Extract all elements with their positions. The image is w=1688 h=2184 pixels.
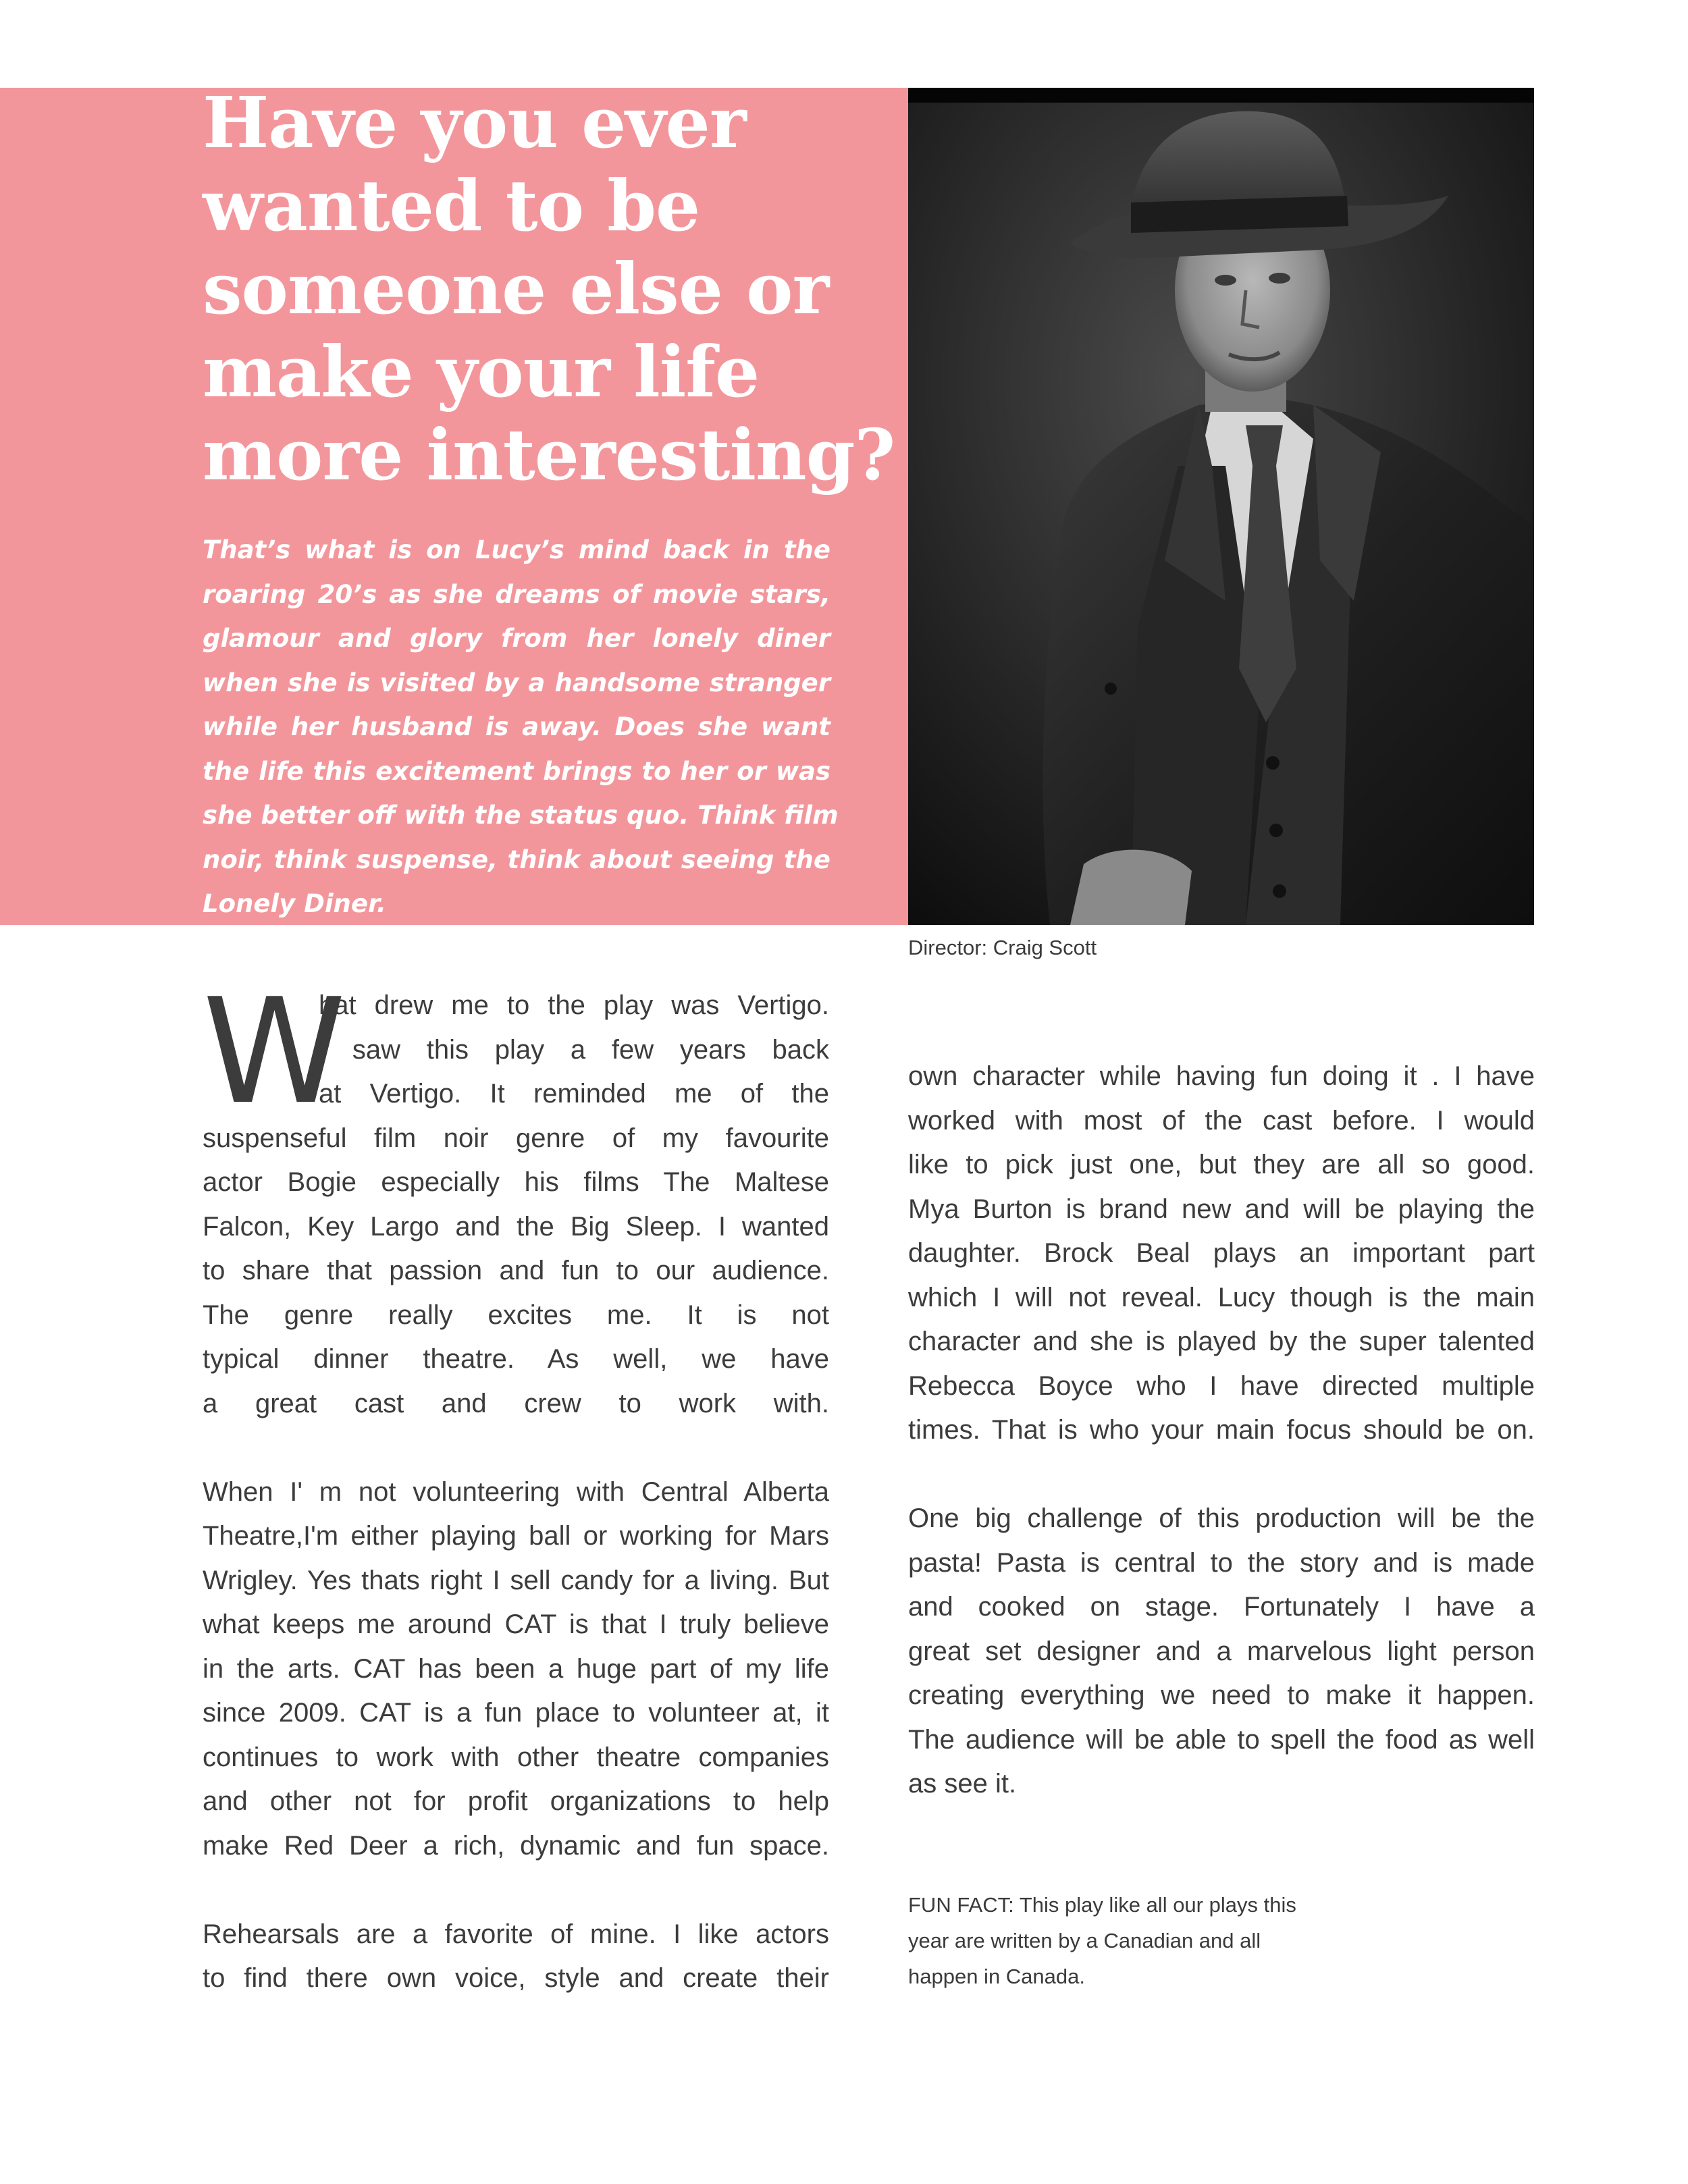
paragraph-spacer <box>203 1868 829 1913</box>
article-line: and cooked on stage. Fortunately I have a <box>908 1592 1535 1622</box>
intro-line: noir, think suspense, think about seeing the <box>203 845 830 874</box>
article-paragraph <box>203 967 829 1426</box>
article-line: character and she is played by the super talented <box>908 1327 1535 1356</box>
intro-line: while her husband is away. Does she want <box>203 712 830 741</box>
article-line: The audience will be able to spell the food as well <box>908 1724 1535 1755</box>
article-line: daughter. Brock Beal plays an important part <box>908 1238 1535 1268</box>
article-column-left <box>203 967 829 2001</box>
article-line: worked with most of the cast before. I would <box>908 1105 1535 1136</box>
article-line: own character while having fun doing it . I have <box>908 1061 1535 1091</box>
article-line: and other not for profit organizations to help <box>203 1786 829 1816</box>
article-line: Mya Burton is brand new and will be playing the <box>908 1194 1535 1224</box>
fun-fact-line: FUN FACT: This play like all our plays this <box>908 1893 1296 1917</box>
article-line: typical dinner theatre. As well, we have <box>203 1344 829 1374</box>
article-line: what keeps me around CAT is that I truly believe <box>203 1609 829 1639</box>
article-line: continues to work with other theatre companies <box>203 1742 829 1772</box>
fun-fact <box>908 1887 1381 1994</box>
article-line: to find there own voice, style and create their <box>203 1963 829 1993</box>
article-line: One big challenge of this production will be the <box>908 1503 1535 1533</box>
intro-line: Lonely Diner. <box>203 889 386 918</box>
article-paragraph <box>908 1497 1535 1807</box>
article-line: great set designer and a marvelous light person <box>908 1636 1535 1666</box>
intro-paragraph <box>203 528 839 926</box>
article-column-right <box>908 1055 1535 1807</box>
paragraph-spacer <box>203 1426 829 1470</box>
article-line: I saw this play a few years back <box>319 1034 829 1065</box>
article-line: make Red Deer a rich, dynamic and fun space. <box>203 1830 829 1861</box>
intro-line: she better off with the status quo. Think film <box>203 801 839 830</box>
headline-line: Have you ever <box>203 81 746 164</box>
article-line: suspenseful film noir genre of my favourite <box>203 1123 829 1153</box>
article-line: times. That is who your main focus should be on. <box>908 1415 1535 1445</box>
headline-line: more interesting? <box>203 413 895 496</box>
article-line: creating everything we need to make it happen. <box>908 1680 1535 1710</box>
article-paragraph <box>203 1470 829 1869</box>
headline <box>203 81 895 496</box>
article-line: Theatre,I'm either playing ball or working for Mars <box>203 1521 829 1551</box>
fun-fact-line: year are written by a Canadian and all <box>908 1929 1261 1952</box>
article-line: pasta! Pasta is central to the story and is made <box>908 1547 1535 1578</box>
article-line: to share that passion and fun to our audience. <box>203 1256 829 1285</box>
photo-caption: Director: Craig Scott <box>908 936 1097 959</box>
director-portrait-image <box>908 88 1534 925</box>
headline-line: wanted to be <box>203 164 700 247</box>
article-line: Rehearsals are a favorite of mine. I like actors <box>203 1919 829 1949</box>
article-line: Falcon, Key Largo and the Big Sleep. I wanted <box>203 1211 829 1242</box>
article-paragraph <box>203 1913 829 2001</box>
headline-line: someone else or <box>203 247 829 330</box>
article-line: Rebecca Boyce who I have directed multiple <box>908 1370 1535 1401</box>
intro-line: roaring 20’s as she dreams of movie stars, <box>203 579 830 609</box>
article-line: hat drew me to the play was Vertigo. <box>319 990 829 1020</box>
article-line: as see it. <box>908 1769 1017 1799</box>
article-line: at Vertigo. It reminded me of the <box>319 1079 829 1109</box>
headline-line: make your life <box>203 330 760 413</box>
article-line: The genre really excites me. It is not <box>203 1300 829 1330</box>
article-line: in the arts. CAT has been a huge part of my life <box>203 1653 829 1684</box>
paragraph-spacer <box>908 1453 1535 1497</box>
article-line: actor Bogie especially his films The Maltese <box>203 1167 829 1197</box>
article-line: like to pick just one, but they are all so good. <box>908 1150 1535 1179</box>
article-line: a great cast and crew to work with. <box>203 1388 829 1418</box>
article-line: Wrigley. Yes thats right I sell candy for a living. But <box>203 1565 829 1595</box>
fun-fact-line: happen in Canada. <box>908 1965 1086 1988</box>
director-photo <box>908 88 1534 925</box>
intro-line: That’s what is on Lucy’s mind back in the <box>203 535 830 564</box>
intro-line: glamour and glory from her lonely diner <box>203 624 830 653</box>
article-line: since 2009. CAT is a fun place to volunteer at, it <box>203 1698 829 1728</box>
drop-cap: W <box>203 967 346 1136</box>
article-line: which I will not reveal. Lucy though is the main <box>908 1282 1535 1312</box>
article-paragraph <box>908 1055 1535 1453</box>
article-line: When I' m not volunteering with Central Alberta <box>203 1476 829 1507</box>
intro-line: when she is visited by a handsome stranger <box>203 668 830 697</box>
intro-line: the life this excitement brings to her or was <box>203 756 830 786</box>
